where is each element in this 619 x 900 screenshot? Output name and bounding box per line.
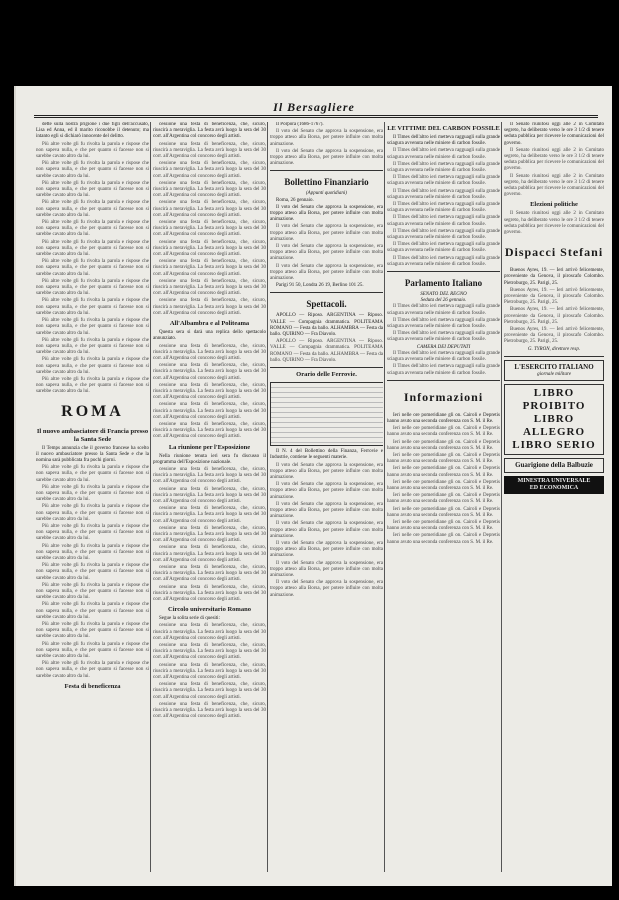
- article-body: Il Senato riunitosi oggi alle 2 in Comitato segreto, ha deliberato verso le ore 3 1/2 di tenere seduta pubblica per ricevere le comunicazioni del governo.: [504, 122, 604, 146]
- article-body: Il Times dell'altro ieri metteva ragguagli sulla grande sciagura avvenuta nelle miniere di carbon fossile.: [387, 188, 500, 200]
- timetable-title: Orario delle Ferrovie.: [296, 371, 357, 379]
- article-body: Il Times dell'altro ieri metteva ragguagli sulla grande sciagura avvenuta nelle miniere di carbon fossile.: [387, 242, 500, 254]
- column-2: [153, 122, 266, 872]
- heading-esposizione: La riunione per l'Esposizione: [168, 443, 251, 451]
- ad-subtitle: ED ECONOMICA: [529, 485, 579, 492]
- ad-esercito: [504, 360, 604, 381]
- article-intro: dette sulla nostra prigione i due figli dell'accusato, Lisa ed Anna, ed il marito riconobbe il detenuto; ma intanto egli si dichiarò innocente del delitto.: [36, 122, 149, 140]
- divider: [504, 356, 604, 357]
- ad-title: L'ESERCITO ITALIANO: [514, 362, 594, 371]
- quiz-intro: Segue la solita serie di quesiti:: [159, 616, 220, 622]
- divider: [270, 292, 383, 293]
- article-body: Più altre volte gli fu rivolta la parola e rispose che non sapeva nulla, e che per quanto si facesse non si sarebbe cavato altro da lui.: [36, 141, 149, 160]
- article-body: Più altre volte gli fu rivolta la parola e rispose che non sapeva nulla, e che per quanto si facesse non si sarebbe cavato altro da lui.: [36, 161, 149, 179]
- article-body: Il voto del Senato che approva la sospensione, era troppo atteso alla Borsa, per potere influire con molta animazione.: [270, 244, 383, 262]
- exchange-quotes: Parigi 91 50, Londra 26 19, Berlino 101 25.: [276, 283, 364, 289]
- article-body: Più altre volte gli fu rivolta la parola e rispose che non sapeva nulla, e che per quanto si facesse non si sarebbe cavato altro da lui.: [36, 357, 149, 375]
- article-body: Il Times dell'altro ieri metteva ragguagli sulla grande sciagura avvenuta nelle miniere di carbon fossile.: [387, 304, 500, 316]
- article-body: Il Senato riunitosi oggi alle 2 in Comitato segreto, ha deliberato verso le ore 3 1/2 di tenere seduta pubblica per ricevere le comunicazioni del governo.: [504, 211, 604, 236]
- article-body: cessione una festa di beneficenza, che, sicuro, riuscirà a meraviglia. La festa avrà luogo la sera del 30 corr. all'Argentina col concorso degli artisti.: [153, 278, 266, 297]
- article-body: Più altre volte gli fu rivolta la parola e rispose che non sapeva nulla, e che per quanto si facesse non si sarebbe cavato altro da lui.: [36, 259, 149, 277]
- article-body: Più altre volte gli fu rivolta la parola e rispose che non sapeva nulla, e che per quanto si facesse non si sarebbe cavato altro da lui.: [36, 220, 149, 238]
- article-body: cessione una festa di beneficenza, che, sicuro, riuscirà a meraviglia. La festa avrà luogo la sera del 30 corr. all'Argentina col concorso degli artisti.: [153, 382, 266, 401]
- dateline: Roma, 26 gennaio.: [276, 197, 314, 203]
- article-body: Il voto del Senato che approva la sospensione, era troppo atteso alla Borsa, per potere influire con molta animazione.: [270, 224, 383, 242]
- footer-heading: Festa di beneficenza: [64, 682, 121, 690]
- section-heading-roma: ROMA: [61, 402, 124, 420]
- heading-informazioni: Informazioni: [403, 389, 484, 404]
- article-body: Ieri nelle ore pomeridiane gli on. Cairoli e Depretis hanno avuto una seconda conferenza con S. M. il Re.: [387, 519, 500, 532]
- news-body: Più altre volte gli fu rivolta la parola e rispose che non sapeva nulla, e che per quanto si facesse non si sarebbe cavato altro da lui.: [36, 523, 149, 542]
- divider: [270, 170, 383, 171]
- article-body: cessione una festa di beneficenza, che, sicuro, riuscirà a meraviglia. La festa avrà luogo la sera del 30 corr. all'Argentina col concorso degli artisti.: [153, 565, 266, 583]
- article-body: Il Senato riunitosi oggi alle 2 in Comitato segreto, ha deliberato verso le ore 3 1/2 di tenere seduta pubblica per ricevere le comunicazioni del governo.: [504, 173, 604, 198]
- ad-libro-proibito: LIBRO PROIBITO: [522, 387, 586, 413]
- divider: [387, 271, 500, 272]
- article-body: Più altre volte gli fu rivolta la parola e rispose che non sapeva nulla, e che per quanto si facesse non si sarebbe cavato altro da lui.: [36, 318, 149, 336]
- article-body: cessione una festa di beneficenza, che, sicuro, riuscirà a meraviglia. La festa avrà luogo la sera del 30 corr. all'Argentina col concorso degli artisti.: [153, 623, 266, 641]
- news-body: Più altre volte gli fu rivolta la parola e rispose che non sapeva nulla, e che per quanto si facesse non si sarebbe cavato altro da lui.: [36, 582, 149, 601]
- ad-title: MINESTRA UNIVERSALE: [517, 478, 591, 485]
- dispatch-body: Buenos Ayres, 19. — Ieri arrivò felicemente, proveniente da Genova, il piroscafo Colombo. Pietroburgo, 25. Parigi, 25.: [504, 307, 604, 325]
- article-body: cessione una festa di beneficenza, che, sicuro, riuscirà a meraviglia. La festa avrà luogo la sera del 30 corr. all'Argentina col concorso degli artisti.: [153, 200, 266, 218]
- article-body: Il voto del Senato che approva la sospensione, era troppo atteso alla Borsa, per potere influire con molta animazione.: [270, 501, 383, 520]
- subheading-appunti: (Appunti quotidiani): [306, 191, 347, 197]
- article-body: Più altre volte gli fu rivolta la parola e rispose che non sapeva nulla, e che per quanto si facesse non si sarebbe cavato altro da lui.: [36, 376, 149, 395]
- article-body: cessione una festa di beneficenza, che, sicuro, riuscirà a meraviglia. La festa avrà luogo la sera del 30 corr. all'Argentina col concorso degli artisti.: [153, 643, 266, 661]
- article-body: Il Times dell'altro ieri metteva ragguagli sulla grande sciagura avvenuta nelle miniere di carbon fossile.: [387, 202, 500, 214]
- heading-elezioni: Elezioni politiche: [530, 201, 578, 209]
- article-body: cessione una festa di beneficenza, che, sicuro, riuscirà a meraviglia. La festa avrà luogo la sera del 30 corr. all'Argentina col concorso degli artisti.: [153, 584, 266, 603]
- column-1: [36, 122, 149, 872]
- column-3: [270, 122, 383, 872]
- divider: [387, 380, 500, 381]
- article-body: Il Times dell'altro ieri metteva ragguagli sulla grande sciagura avvenuta nelle miniere di carbon fossile.: [387, 161, 500, 174]
- article-body: Il voto del Senato che approva la sospensione, era troppo atteso alla Borsa, per potere influire con molta animazione.: [270, 263, 383, 282]
- news-body: Più altre volte gli fu rivolta la parola e rispose che non sapeva nulla, e che per quanto si facesse non si sarebbe cavato altro da lui.: [36, 484, 149, 503]
- heading-dispacci: Dispacci Stefani: [504, 245, 604, 260]
- column-divider: [384, 122, 385, 872]
- column-4: [387, 122, 500, 872]
- article-body: cessione una festa di beneficenza, che, sicuro, riuscirà a meraviglia. La festa avrà luogo la sera del 30 corr. all'Argentina col concorso degli artisti.: [153, 701, 266, 720]
- article-body: Il voto del Senato che approva la sospensione, era troppo atteso alla Borsa, per potere influire con molta animazione.: [270, 521, 383, 539]
- article-body: cessione una festa di beneficenza, che, sicuro, riuscirà a meraviglia. La festa avrà luogo la sera del 30 corr. all'Argentina col concorso degli artisti.: [153, 662, 266, 681]
- article-body: cessione una festa di beneficenza, che, sicuro, riuscirà a meraviglia. La festa avrà luogo la sera del 30 corr. all'Argentina col concorso degli artisti.: [153, 486, 266, 504]
- ad-libro-serio: LIBRO SERIO: [512, 439, 596, 452]
- article-body: Più altre volte gli fu rivolta la parola e rispose che non sapeva nulla, e che per quanto si facesse non si sarebbe cavato altro da lui.: [36, 180, 149, 199]
- article-body: cessione una festa di beneficenza, che, sicuro, riuscirà a meraviglia. La festa avrà luogo la sera del 30 corr. all'Argentina col concorso degli artisti.: [153, 682, 266, 700]
- heading-vittime: LE VITTIME DEL CARBON FOSSILE: [387, 125, 500, 132]
- newspaper-page: [14, 86, 612, 886]
- article-body: Il voto del Senato che approva la sospensione, era troppo atteso alla Borsa, per potere influire con molta animazione.: [270, 540, 383, 559]
- article-body: Ieri nelle ore pomeridiane gli on. Cairoli e Depretis hanno avuto una seconda conferenza con S. M. il Re.: [387, 466, 500, 478]
- article-body: Ieri nelle ore pomeridiane gli on. Cairoli e Depretis hanno avuto una seconda conferenza con S. M. il Re.: [387, 426, 500, 438]
- article-body: Il N. 4 del Bollettino della Finanza, Ferrovie e Industrie, contiene le seguenti materie.: [270, 449, 383, 461]
- heading-bollettino: Bollettino Finanziario: [284, 177, 369, 188]
- theatre-listings: APOLLO — Riposo. ARGENTINA — Riposo. VALLE — Compagnia drammatica. POLITEAMA ROMANO — Festa da ballo. ALHAMBRA — Festa da ballo. QUIRINO — Fra Diavolo.: [270, 313, 383, 338]
- quiz-item: Il voto del Senato che approva la sospensione, era troppo atteso alla Borsa, per potere influire con molta animazione.: [270, 148, 383, 167]
- article-body: Questa sera si darà una replica dello spettacolo annunziato.: [153, 330, 266, 342]
- news-body: Più altre volte gli fu rivolta la parola e rispose che non sapeva nulla, e che per quanto si facesse non si sarebbe cavato altro da lui.: [36, 465, 149, 483]
- news-body: Più altre volte gli fu rivolta la parola e rispose che non sapeva nulla, e che per quanto si facesse non si sarebbe cavato altro da lui.: [36, 543, 149, 561]
- article-body: Ieri nelle ore pomeridiane gli on. Cairoli e Depretis hanno avuto una seconda conferenza con S. M. il Re.: [387, 412, 500, 424]
- article-body: Ieri nelle ore pomeridiane gli on. Cairoli e Depretis hanno avuto una seconda conferenza con S. M. il Re.: [387, 493, 500, 505]
- train-timetable: [270, 382, 383, 446]
- masthead: Il Bersagliere: [273, 100, 355, 114]
- quiz-item: Il voto del Senato che approva la sospensione, era troppo atteso alla Borsa, per potere influire con molta animazione.: [270, 129, 383, 147]
- article-body: cessione una festa di beneficenza, che, sicuro, riuscirà a meraviglia. La festa avrà luogo la sera del 30 corr. all'Argentina col concorso degli artisti.: [153, 239, 266, 258]
- article-body: cessione una festa di beneficenza, che, sicuro, riuscirà a meraviglia. La festa avrà luogo la sera del 30 corr. all'Argentina col concorso degli artisti.: [153, 259, 266, 277]
- dispatch-body: Buenos Ayres, 19. — Ieri arrivò felicemente, proveniente da Genova, il piroscafo Colombo. Pietroburgo, 25. Parigi, 25.: [504, 287, 604, 306]
- article-body: cessione una festa di beneficenza, che, sicuro, riuscirà a meraviglia. La festa avrà luogo la sera del 30 corr. all'Argentina col concorso degli artisti.: [153, 506, 266, 524]
- article-body: Il Times dell'altro ieri metteva ragguagli sulla grande sciagura avvenuta nelle miniere di carbon fossile.: [387, 148, 500, 160]
- article-body: Ieri nelle ore pomeridiane gli on. Cairoli e Depretis hanno avuto una seconda conferenza con S. M. il Re.: [387, 479, 500, 491]
- article-body: Il Times dell'altro ieri metteva ragguagli sulla grande sciagura avvenuta nelle miniere di carbon fossile.: [387, 317, 500, 330]
- article-body: Più altre volte gli fu rivolta la parola e rispose che non sapeva nulla, e che per quanto si facesse non si sarebbe cavato altro da lui.: [36, 298, 149, 316]
- masthead-rule-2: [34, 117, 598, 118]
- news-body: Più altre volte gli fu rivolta la parola e rispose che non sapeva nulla, e che per quanto si facesse non si sarebbe cavato altro da lui.: [36, 602, 149, 620]
- article-body: Più altre volte gli fu rivolta la parola e rispose che non sapeva nulla, e che per quanto si facesse non si sarebbe cavato altro da lui.: [36, 200, 149, 218]
- article-body: Ieri nelle ore pomeridiane gli on. Cairoli e Depretis hanno avuto una seconda conferenza con S. M. il Re.: [387, 506, 500, 518]
- ad-title: Guarigione della Balbuzie: [515, 461, 593, 470]
- column-divider: [267, 122, 268, 872]
- dispatch-body: Buenos Ayres, 19. — Ieri arrivò felicemente, proveniente da Genova, il piroscafo Colombo. Pietroburgo, 25. Parigi, 25.: [504, 268, 604, 286]
- column-5: [504, 122, 604, 872]
- heading-spettacoli: Spettacoli.: [306, 299, 347, 310]
- news-heading: Il nuovo ambasciatore di Francia presso la Santa Sede: [36, 427, 149, 443]
- heading-alhambra: All'Albambra e al Politeama: [169, 320, 250, 328]
- article-body: cessione una festa di beneficenza, che, sicuro, riuscirà a meraviglia. La festa avrà luogo la sera del 30 corr. all'Argentina col concorso degli artisti.: [153, 466, 266, 485]
- article-body: Ieri nelle ore pomeridiane gli on. Cairoli e Depretis hanno avuto una seconda conferenza con S. M. il Re.: [387, 439, 500, 451]
- article-body: cessione una festa di beneficenza, che, sicuro, riuscirà a meraviglia. La festa avrà luogo la sera del 30 corr. all'Argentina col concorso degli artisti.: [153, 220, 266, 238]
- article-body: cessione una festa di beneficenza, che, sicuro, riuscirà a meraviglia. La festa avrà luogo la sera del 30 corr. all'Argentina col concorso degli artisti.: [153, 363, 266, 381]
- article-body: cessione una festa di beneficenza, che, sicuro, riuscirà a meraviglia. La festa avrà luogo la sera del 30 corr. all'Argentina col concorso degli artisti.: [153, 298, 266, 316]
- article-body: Il voto del Senato che approva la sospensione, era troppo atteso alla Borsa, per potere influire con molta animazione.: [270, 580, 383, 598]
- article-body: Più altre volte gli fu rivolta la parola e rispose che non sapeva nulla, e che per quanto si facesse non si sarebbe cavato altro da lui.: [36, 239, 149, 258]
- heading-circolo: Circolo universitario Romano: [168, 606, 251, 614]
- article-body: Ieri nelle ore pomeridiane gli on. Cairoli e Depretis hanno avuto una seconda conferenza con S. M. il Re.: [387, 452, 500, 465]
- news-body: Il Temps annunzia che il governo francese ha scelto il nuovo ambasciatore presso la Santa Sede e che la nomina sarà pubblicata fra pochi giorni.: [36, 445, 149, 463]
- ad-libro-allegro: LIBRO ALLEGRO: [522, 413, 585, 439]
- article-body: Il Times dell'altro ieri metteva ragguagli sulla grande sciagura avvenuta nelle miniere di carbon fossile.: [387, 350, 500, 363]
- article-body: Il voto del Senato che approva la sospensione, era troppo atteso alla Borsa, per potere influire con molta animazione.: [270, 204, 383, 223]
- article-body: Più altre volte gli fu rivolta la parola e rispose che non sapeva nulla, e che per quanto si facesse non si sarebbe cavato altro da lui.: [36, 337, 149, 356]
- article-body: cessione una festa di beneficenza, che, sicuro, riuscirà a meraviglia. La festa avrà luogo la sera del 30 corr. all'Argentina col concorso degli artisti.: [153, 545, 266, 563]
- article-body: Ieri nelle ore pomeridiane gli on. Cairoli e Depretis hanno avuto una seconda conferenza con S. M. il Re.: [387, 533, 500, 545]
- column-divider: [501, 122, 502, 872]
- heading-parlamento: Parlamento Italiano: [404, 278, 483, 289]
- article-body: cessione una festa di beneficenza, che, sicuro, riuscirà a meraviglia. La festa avrà luogo la sera del 30 corr. all'Argentina col concorso degli artisti.: [153, 122, 266, 140]
- article-body: Il Times dell'altro ieri metteva ragguagli sulla grande sciagura avvenuta nelle miniere di carbon fossile.: [387, 135, 500, 147]
- news-body: Più altre volte gli fu rivolta la parola e rispose che non sapeva nulla, e che per quanto si facesse non si sarebbe cavato altro da lui.: [36, 661, 149, 679]
- article-body: Più altre volte gli fu rivolta la parola e rispose che non sapeva nulla, e che per quanto si facesse non si sarebbe cavato altro da lui.: [36, 278, 149, 297]
- ad-subtitle: giornale militare: [537, 371, 571, 377]
- article-body: Il Times dell'altro ieri metteva ragguagli sulla grande sciagura avvenuta nelle miniere di carbon fossile.: [387, 215, 500, 227]
- chamber-label: CAMERA DEI DEPUTATI: [416, 344, 471, 350]
- news-body: Più altre volte gli fu rivolta la parola e rispose che non sapeva nulla, e che per quanto si facesse non si sarebbe cavato altro da lui.: [36, 641, 149, 660]
- article-body: Il Times dell'altro ieri metteva ragguagli sulla grande sciagura avvenuta nelle miniere di carbon fossile.: [387, 364, 500, 376]
- article-body: Il Senato riunitosi oggi alle 2 in Comitato segreto, ha deliberato verso le ore 3 1/2 di tenere seduta pubblica per ricevere le comunicazioni del governo.: [504, 147, 604, 172]
- article-body: cessione una festa di beneficenza, che, sicuro, riuscirà a meraviglia. La festa avrà luogo la sera del 30 corr. all'Argentina col concorso degli artisti.: [153, 180, 266, 199]
- senate-session: Seduta del 26 gennaio.: [420, 298, 467, 304]
- article-body: Il voto del Senato che approva la sospensione, era troppo atteso alla Borsa, per potere influire con molta animazione.: [270, 560, 383, 578]
- column-divider: [150, 122, 151, 872]
- article-body: cessione una festa di beneficenza, che, sicuro, riuscirà a meraviglia. La festa avrà luogo la sera del 30 corr. all'Argentina col concorso degli artisti.: [153, 141, 266, 160]
- divider: [270, 367, 383, 368]
- article-body: Il Times dell'altro ieri metteva ragguagli sulla grande sciagura avvenuta nelle miniere di carbon fossile.: [387, 331, 500, 343]
- masthead-rule: [34, 115, 598, 116]
- ad-minestra-banner: [504, 476, 604, 494]
- ad-balbuzie: [504, 458, 604, 473]
- article-body: Il voto del Senato che approva la sospensione, era troppo atteso alla Borsa, per potere influire con molta animazione.: [270, 482, 383, 500]
- article-body: Il Times dell'altro ieri metteva ragguagli sulla grande sciagura avvenuta nelle miniere di carbon fossile.: [387, 255, 500, 267]
- article-body: Il Times dell'altro ieri metteva ragguagli sulla grande sciagura avvenuta nelle miniere di carbon fossile.: [387, 228, 500, 241]
- printer-credit: G. TYRON, direttore resp.: [527, 346, 581, 352]
- news-body: Più altre volte gli fu rivolta la parola e rispose che non sapeva nulla, e che per quanto si facesse non si sarebbe cavato altro da lui.: [36, 504, 149, 522]
- article-body: Il Times dell'altro ieri metteva ragguagli sulla grande sciagura avvenuta nelle miniere di carbon fossile.: [387, 175, 500, 187]
- article-body: cessione una festa di beneficenza, che, sicuro, riuscirà a meraviglia. La festa avrà luogo la sera del 30 corr. all'Argentina col concorso degli artisti.: [153, 161, 266, 179]
- article-body: Il voto del Senato che approva la sospensione, era troppo atteso alla Borsa, per potere influire con molta animazione.: [270, 462, 383, 480]
- ad-libri: [504, 384, 604, 455]
- news-body: Più altre volte gli fu rivolta la parola e rispose che non sapeva nulla, e che per quanto si facesse non si sarebbe cavato altro da lui.: [36, 622, 149, 640]
- article-body: cessione una festa di beneficenza, che, sicuro, riuscirà a meraviglia. La festa avrà luogo la sera del 30 corr. all'Argentina col concorso degli artisti.: [153, 343, 266, 361]
- dispatch-body: Buenos Ayres, 19. — Ieri arrivò felicemente, proveniente da Genova, il piroscafo Colombo. Pietroburgo, 25. Parigi, 25.: [504, 327, 604, 345]
- article-body: cessione una festa di beneficenza, che, sicuro, riuscirà a meraviglia. La festa avrà luogo la sera del 30 corr. all'Argentina col concorso degli artisti.: [153, 421, 266, 440]
- quiz-item: Il Porpora (1686-1767).: [276, 122, 324, 127]
- article-body: cessione una festa di beneficenza, che, sicuro, riuscirà a meraviglia. La festa avrà luogo la sera del 30 corr. all'Argentina col concorso degli artisti.: [153, 525, 266, 544]
- article-body: cessione una festa di beneficenza, che, sicuro, riuscirà a meraviglia. La festa avrà luogo la sera del 30 corr. all'Argentina col concorso degli artisti.: [153, 402, 266, 420]
- theatre-listings: APOLLO — Riposo. ARGENTINA — Riposo. VALLE — Compagnia drammatica. POLITEAMA ROMANO — Festa da ballo. ALHAMBRA — Festa da ballo. QUIRINO — Fra Diavolo.: [270, 339, 383, 363]
- news-body: Più altre volte gli fu rivolta la parola e rispose che non sapeva nulla, e che per quanto si facesse non si sarebbe cavato altro da lui.: [36, 563, 149, 581]
- article-body: Nella riunione tenuta ieri sera fu discusso il programma dell'Esposizione nazionale.: [153, 453, 266, 465]
- senate-label: SENATO DEL REGNO: [420, 292, 467, 298]
